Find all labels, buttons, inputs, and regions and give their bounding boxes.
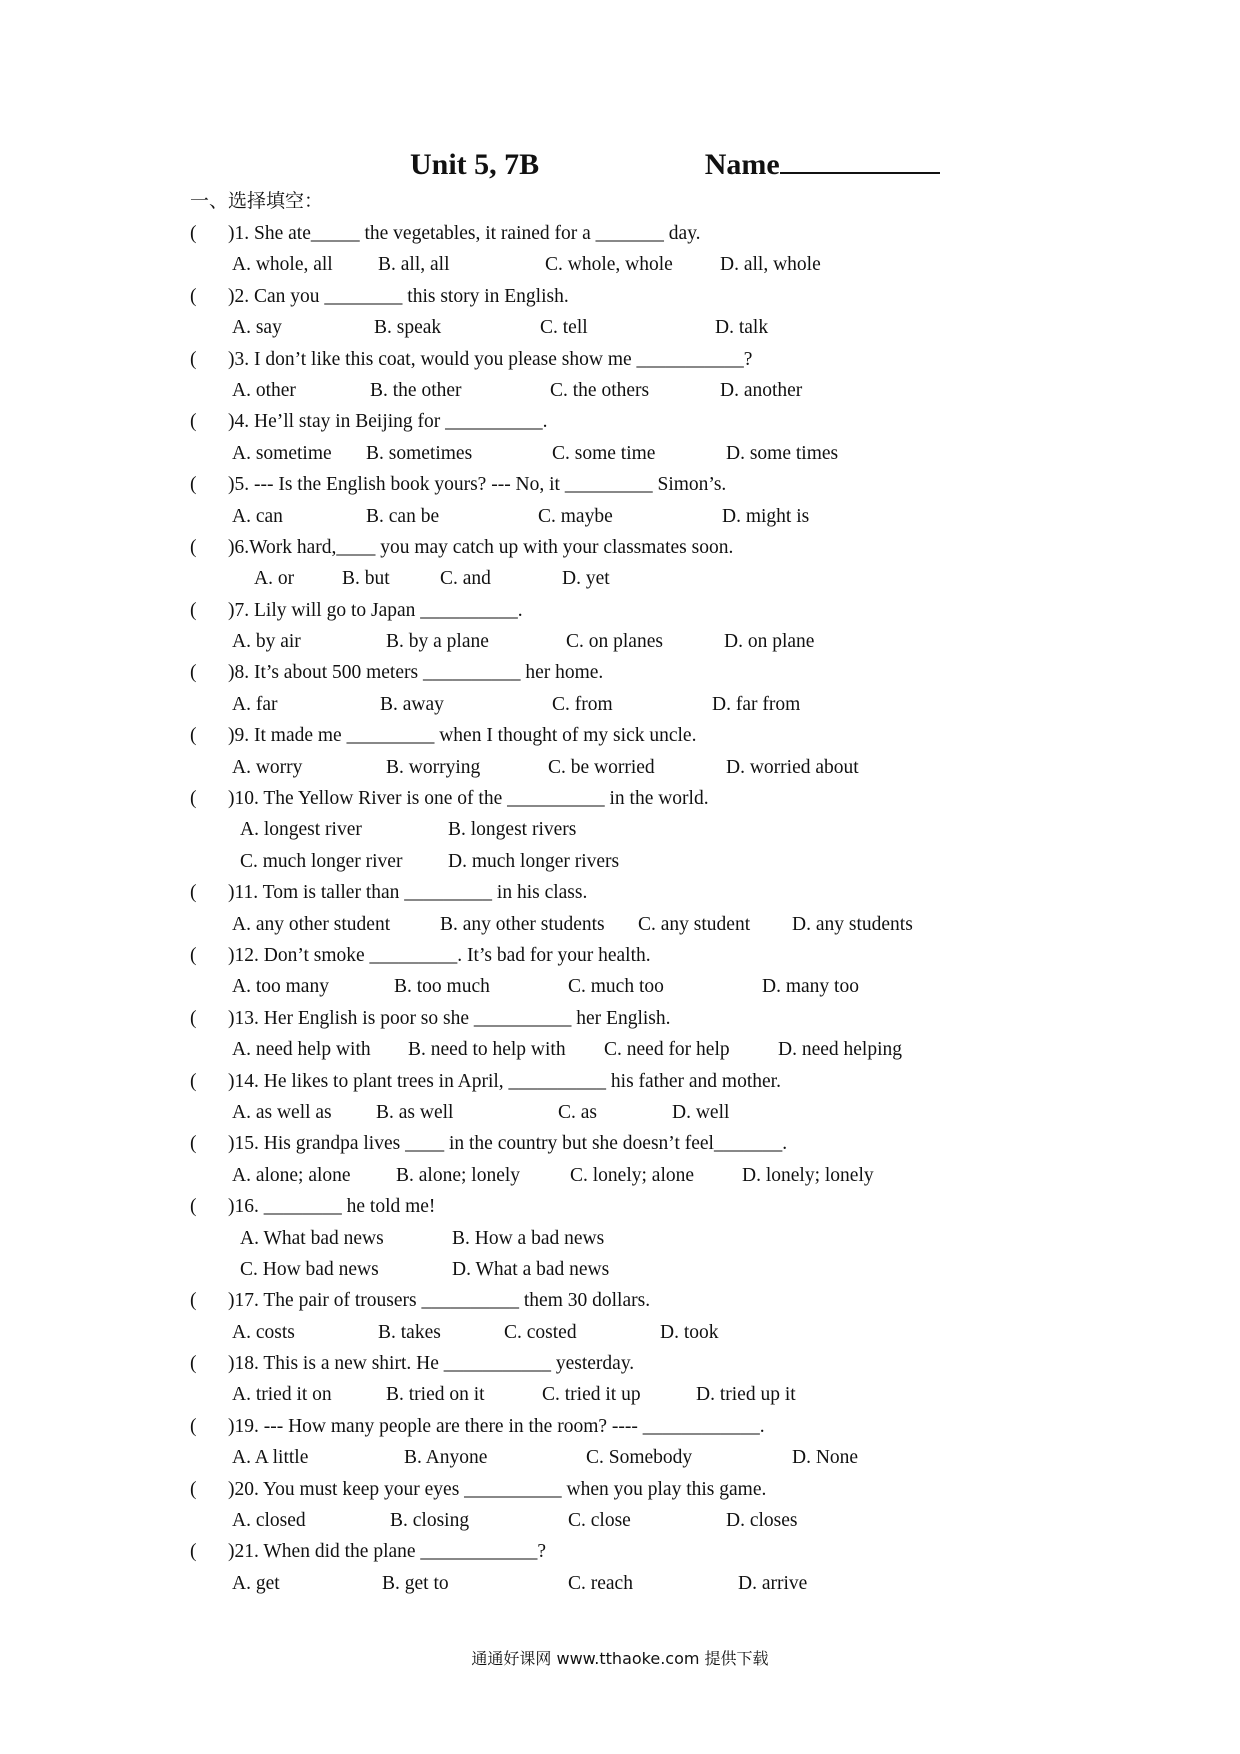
question-item bbox=[190, 1003, 1190, 1066]
question-stem: )18. This is a new shirt. He ___________ yesterday. bbox=[228, 1353, 635, 1375]
option-a: A. alone; alone bbox=[232, 1164, 351, 1186]
option-c: C. much longer river bbox=[240, 850, 403, 872]
options-row bbox=[190, 1568, 1190, 1599]
option-d: D. some times bbox=[726, 442, 839, 464]
question-stem-row bbox=[190, 1285, 1190, 1316]
question-stem-row bbox=[190, 1066, 1190, 1097]
options-row bbox=[190, 971, 1190, 1002]
options-row bbox=[190, 752, 1190, 783]
option-d: D. much longer rivers bbox=[448, 850, 620, 872]
question-stem-row bbox=[190, 281, 1190, 312]
option-d: D. on plane bbox=[724, 631, 815, 653]
option-a: A. can bbox=[232, 505, 283, 527]
option-d: D. lonely; lonely bbox=[742, 1164, 874, 1186]
question-item bbox=[190, 344, 1190, 407]
option-c: C. costed bbox=[504, 1321, 577, 1343]
answer-paren-open: ( bbox=[190, 285, 197, 307]
option-d: D. arrive bbox=[738, 1572, 808, 1594]
option-d: D. None bbox=[792, 1447, 859, 1469]
question-stem-row bbox=[190, 720, 1190, 751]
option-d: D. What a bad news bbox=[452, 1258, 610, 1280]
question-stem: )9. It made me _________ when I thought of my sick uncle. bbox=[228, 725, 697, 747]
question-stem-row bbox=[190, 469, 1190, 500]
option-d: D. worried about bbox=[726, 756, 859, 778]
option-c: C. lonely; alone bbox=[570, 1164, 695, 1186]
option-b: B. How a bad news bbox=[452, 1227, 605, 1249]
question-item bbox=[190, 940, 1190, 1003]
question-item bbox=[190, 1536, 1190, 1599]
option-c: C. Somebody bbox=[586, 1447, 693, 1469]
question-stem: )20. You must keep your eyes __________ when you play this game. bbox=[228, 1478, 767, 1500]
options-row bbox=[190, 375, 1190, 406]
option-d: D. many too bbox=[762, 976, 859, 998]
option-c: C. need for help bbox=[604, 1039, 730, 1061]
name-blank-line bbox=[780, 146, 940, 174]
option-b: B. as well bbox=[376, 1101, 454, 1123]
question-stem: )19. --- How many people are there in the room? ---- ____________. bbox=[228, 1415, 765, 1437]
answer-paren-open: ( bbox=[190, 348, 197, 370]
option-a: A. longest river bbox=[240, 819, 362, 841]
option-b: B. longest rivers bbox=[448, 819, 577, 841]
option-c: C. How bad news bbox=[240, 1258, 379, 1280]
answer-paren-open: ( bbox=[190, 536, 197, 558]
option-c: C. on planes bbox=[566, 631, 663, 653]
answer-paren-open: ( bbox=[190, 1478, 197, 1500]
option-d: D. all, whole bbox=[720, 254, 821, 276]
answer-paren-open: ( bbox=[190, 599, 197, 621]
question-stem-row bbox=[190, 595, 1190, 626]
option-c: C. tried it up bbox=[542, 1384, 641, 1406]
options-row bbox=[190, 846, 1190, 877]
option-a: A. whole, all bbox=[232, 254, 333, 276]
question-stem: )4. He’ll stay in Beijing for __________. bbox=[228, 411, 548, 433]
question-item bbox=[190, 1066, 1190, 1129]
question-stem-row bbox=[190, 1411, 1190, 1442]
options-row bbox=[190, 1034, 1190, 1065]
option-a: A. get bbox=[232, 1572, 280, 1594]
question-item bbox=[190, 218, 1190, 281]
options-row bbox=[190, 1505, 1190, 1536]
question-stem: )5. --- Is the English book yours? --- No, it _________ Simon’s. bbox=[228, 474, 727, 496]
question-item bbox=[190, 1285, 1190, 1348]
question-item bbox=[190, 406, 1190, 469]
question-stem: )7. Lily will go to Japan __________. bbox=[228, 599, 523, 621]
option-a: A. say bbox=[232, 317, 282, 339]
question-item bbox=[190, 657, 1190, 720]
options-row bbox=[190, 1254, 1190, 1285]
option-d: D. far from bbox=[712, 693, 801, 715]
option-d: D. yet bbox=[562, 568, 610, 590]
option-d: D. tried up it bbox=[696, 1384, 796, 1406]
option-d: D. another bbox=[720, 379, 803, 401]
option-a: A. worry bbox=[232, 756, 303, 778]
options-row bbox=[190, 249, 1190, 280]
question-stem-row bbox=[190, 1474, 1190, 1505]
question-stem-row bbox=[190, 877, 1190, 908]
option-c: C. much too bbox=[568, 976, 664, 998]
question-stem-row bbox=[190, 1128, 1190, 1159]
option-b: B. get to bbox=[382, 1572, 449, 1594]
question-stem-row bbox=[190, 1003, 1190, 1034]
answer-paren-open: ( bbox=[190, 882, 197, 904]
section-title: 一、选择填空： bbox=[190, 190, 324, 212]
option-b: B. by a plane bbox=[386, 631, 489, 653]
options-row bbox=[190, 1160, 1190, 1191]
option-c: C. some time bbox=[552, 442, 656, 464]
option-c: C. reach bbox=[568, 1572, 633, 1594]
option-a: A. What bad news bbox=[240, 1227, 384, 1249]
question-item bbox=[190, 1128, 1190, 1191]
option-c: C. the others bbox=[550, 379, 650, 401]
option-b: B. away bbox=[380, 693, 444, 715]
question-list bbox=[190, 218, 1190, 1599]
option-a: A. tried it on bbox=[232, 1384, 332, 1406]
question-item bbox=[190, 720, 1190, 783]
question-stem: )21. When did the plane ____________? bbox=[228, 1541, 547, 1563]
question-stem: )3. I don’t like this coat, would you please show me ___________? bbox=[228, 348, 753, 370]
options-row bbox=[190, 1442, 1190, 1473]
option-a: A. by air bbox=[232, 631, 301, 653]
option-a: A. any other student bbox=[232, 913, 391, 935]
question-stem: )6.Work hard,____ you may catch up with your classmates soon. bbox=[228, 536, 734, 558]
option-b: B. takes bbox=[378, 1321, 441, 1343]
option-b: B. speak bbox=[374, 317, 442, 339]
option-b: B. too much bbox=[394, 976, 490, 998]
name-label: Name bbox=[704, 148, 780, 181]
answer-paren-open: ( bbox=[190, 725, 197, 747]
question-item bbox=[190, 469, 1190, 532]
question-stem: )16. ________ he told me! bbox=[228, 1196, 436, 1218]
option-b: B. but bbox=[342, 568, 390, 590]
answer-paren-open: ( bbox=[190, 1290, 197, 1312]
options-row bbox=[190, 1223, 1190, 1254]
answer-paren-open: ( bbox=[190, 1541, 197, 1563]
answer-paren-open: ( bbox=[190, 474, 197, 496]
answer-paren-open: ( bbox=[190, 1196, 197, 1218]
answer-paren-open: ( bbox=[190, 411, 197, 433]
option-d: D. need helping bbox=[778, 1039, 903, 1061]
options-row bbox=[190, 1097, 1190, 1128]
option-c: C. whole, whole bbox=[545, 254, 673, 276]
option-a: A. costs bbox=[232, 1321, 295, 1343]
option-d: D. took bbox=[660, 1321, 719, 1343]
question-stem-row bbox=[190, 940, 1190, 971]
option-d: D. talk bbox=[715, 317, 769, 339]
question-stem-row bbox=[190, 1536, 1190, 1567]
options-row bbox=[190, 438, 1190, 469]
question-stem-row bbox=[190, 1191, 1190, 1222]
footer-text: 通通好课网 www.tthaoke.com 提供下载 bbox=[471, 1649, 769, 1668]
question-stem: )12. Don’t smoke _________. It’s bad for your health. bbox=[228, 944, 651, 966]
answer-paren-open: ( bbox=[190, 1007, 197, 1029]
question-stem-row bbox=[190, 1348, 1190, 1379]
option-c: C. and bbox=[440, 568, 491, 590]
title-text: Unit 5, 7B bbox=[410, 148, 540, 181]
answer-paren-open: ( bbox=[190, 1353, 197, 1375]
question-stem: )10. The Yellow River is one of the __________ in the world. bbox=[228, 788, 709, 810]
option-a: A. or bbox=[254, 568, 295, 590]
question-stem-row bbox=[190, 532, 1190, 563]
question-item bbox=[190, 595, 1190, 658]
question-stem: )8. It’s about 500 meters __________ her home. bbox=[228, 662, 604, 684]
answer-paren-open: ( bbox=[190, 1070, 197, 1092]
question-stem: )1. She ate_____ the vegetables, it rained for a _______ day. bbox=[228, 223, 701, 244]
question-item bbox=[190, 783, 1190, 877]
question-stem-row bbox=[190, 344, 1190, 375]
options-row bbox=[190, 501, 1190, 532]
option-a: A. closed bbox=[232, 1510, 306, 1532]
option-a: A. A little bbox=[232, 1447, 309, 1469]
question-item bbox=[190, 1348, 1190, 1411]
answer-paren-open: ( bbox=[190, 1133, 197, 1155]
option-b: B. sometimes bbox=[366, 442, 473, 464]
question-stem-row bbox=[190, 657, 1190, 688]
option-b: B. worrying bbox=[386, 756, 481, 778]
option-a: A. need help with bbox=[232, 1039, 371, 1061]
option-c: C. be worried bbox=[548, 756, 655, 778]
question-item bbox=[190, 1191, 1190, 1285]
question-stem: )15. His grandpa lives ____ in the country but she doesn’t feel_______. bbox=[228, 1133, 788, 1155]
option-b: B. Anyone bbox=[404, 1447, 488, 1469]
option-b: B. the other bbox=[370, 379, 462, 401]
answer-paren-open: ( bbox=[190, 788, 197, 810]
question-stem: )13. Her English is poor so she __________ her English. bbox=[228, 1007, 671, 1029]
answer-paren-open: ( bbox=[190, 1415, 197, 1437]
option-c: C. any student bbox=[638, 913, 751, 935]
option-c: C. from bbox=[552, 693, 613, 715]
question-stem-row bbox=[190, 218, 1190, 249]
option-b: B. any other students bbox=[440, 913, 605, 935]
options-row bbox=[190, 1379, 1190, 1410]
question-stem: )2. Can you ________ this story in English. bbox=[228, 285, 569, 307]
answer-paren-open: ( bbox=[190, 223, 197, 244]
option-a: A. as well as bbox=[232, 1101, 332, 1123]
question-item bbox=[190, 281, 1190, 344]
options-row bbox=[190, 626, 1190, 657]
option-d: D. any students bbox=[792, 913, 913, 935]
options-row bbox=[190, 312, 1190, 343]
option-a: A. too many bbox=[232, 976, 329, 998]
option-b: B. closing bbox=[390, 1510, 470, 1532]
question-stem: )11. Tom is taller than _________ in his class. bbox=[228, 882, 588, 904]
option-a: A. far bbox=[232, 693, 278, 715]
option-d: D. closes bbox=[726, 1510, 798, 1532]
options-row bbox=[190, 814, 1190, 845]
question-item bbox=[190, 1411, 1190, 1474]
option-b: B. tried on it bbox=[386, 1384, 485, 1406]
option-b: B. need to help with bbox=[408, 1039, 566, 1061]
question-item bbox=[190, 877, 1190, 940]
options-row bbox=[190, 1317, 1190, 1348]
option-b: B. alone; lonely bbox=[396, 1164, 521, 1186]
option-c: C. close bbox=[568, 1510, 631, 1532]
question-stem-row bbox=[190, 783, 1190, 814]
option-d: D. might is bbox=[722, 505, 810, 527]
option-c: C. as bbox=[558, 1101, 597, 1123]
question-stem: )14. He likes to plant trees in April, __________ his father and mother. bbox=[228, 1070, 781, 1092]
option-c: C. tell bbox=[540, 317, 588, 339]
option-a: A. sometime bbox=[232, 442, 332, 464]
option-a: A. other bbox=[232, 379, 296, 401]
options-row bbox=[190, 909, 1190, 940]
option-b: B. can be bbox=[366, 505, 440, 527]
options-row bbox=[190, 563, 1190, 594]
answer-paren-open: ( bbox=[190, 662, 197, 684]
option-c: C. maybe bbox=[538, 505, 613, 527]
page-title bbox=[410, 146, 940, 182]
question-stem: )17. The pair of trousers __________ them 30 dollars. bbox=[228, 1290, 651, 1312]
option-d: D. well bbox=[672, 1101, 730, 1123]
question-item bbox=[190, 1474, 1190, 1537]
answer-paren-open: ( bbox=[190, 944, 197, 966]
options-row bbox=[190, 689, 1190, 720]
question-item bbox=[190, 532, 1190, 595]
option-b: B. all, all bbox=[378, 254, 450, 276]
question-stem-row bbox=[190, 406, 1190, 437]
